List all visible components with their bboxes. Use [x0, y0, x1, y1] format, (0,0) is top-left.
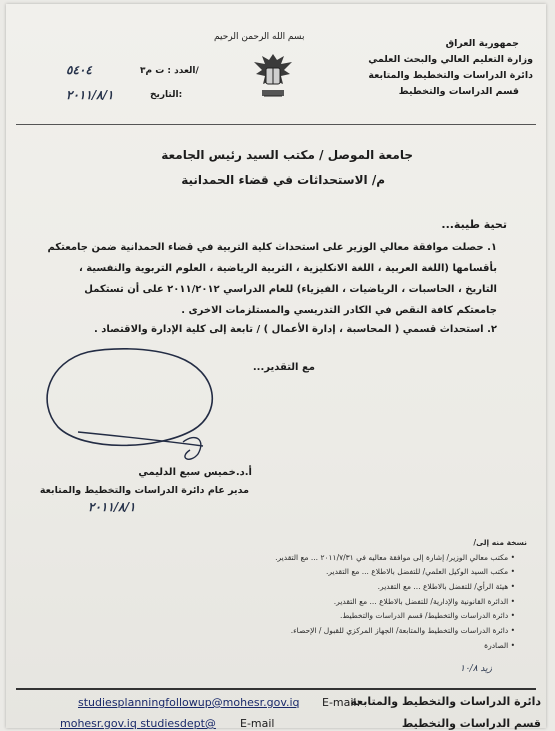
body-line: ٢. استحداث قسمي ( المحاسبة ، إدارة الأعمال ) / تابعة إلى كلية الإدارة والاقتصاد .	[93, 324, 497, 335]
header-divider	[16, 124, 536, 125]
footer-email-link-2[interactable]: mohesr.gov.iq studiesdept@	[60, 717, 216, 730]
org-line-country: جمهورية العراق	[445, 38, 519, 49]
signature-date: ٢٠١١/٨/١	[88, 500, 136, 514]
org-line-ministry: وزارة التعليم العالي والبحث العلمي	[368, 54, 533, 65]
footer-email-label-1: E-mail:	[322, 696, 361, 709]
footer-department-1: دائرة الدراسات والتخطيط والمتابعة	[350, 695, 541, 708]
typist-initials: زيد ١٠/٨	[460, 664, 492, 674]
cc-heading: نسخة منه إلى/	[473, 538, 527, 547]
body-line: بأقسامها (اللغة العربية ، اللغة الانكليزية ، التربية الرياضية ، العلوم التربوية والنفسية ،	[78, 263, 497, 274]
footer-email-label-2: E-mail	[240, 717, 275, 730]
cc-item: • مكتب السيد الوكيل العلمي/ للتفضل بالاطلاع ... مع التقدير.	[326, 567, 515, 576]
greeting: تحية طيبة...	[441, 218, 507, 231]
org-line-department: قسم الدراسات والتخطيط	[398, 86, 519, 97]
body-line: التاريخ ، الحاسبات ، الرياضيات ، الفيزياء) للعام الدراسي ٢٠١١/٢٠١٢ على أن تستكمل	[84, 284, 497, 295]
footer-email-link-1[interactable]: studiesplanningfollowup@mohesr.gov.iq	[78, 696, 300, 709]
date-label: التاريخ:	[150, 90, 183, 100]
closing: مع التقدير...	[252, 362, 315, 373]
recipient-line: جامعة الموصل / مكتب السيد رئيس الجامعة	[161, 148, 413, 162]
signature-scribble	[28, 332, 228, 476]
date-value: ٢٠١١/٨/١	[66, 88, 114, 102]
footer-divider	[16, 688, 536, 690]
basmala: بسم الله الرحمن الرحيم	[214, 32, 305, 42]
cc-item: • دائرة الدراسات والتخطيط/ قسم الدراسات والتخطيط.	[339, 611, 515, 620]
cc-item: • الصادرة	[484, 641, 515, 650]
eagle-emblem-icon	[250, 50, 296, 102]
body-line: ١. حصلت موافقة معالي الوزير على استحداث كلية التربية في قضاء الحمدانية ضمن جامعتكم	[47, 242, 497, 253]
cc-item: • هيئة الرأي/ للتفضل بالاطلاع ... مع التقدير.	[377, 582, 515, 591]
cc-item: • مكتب معالي الوزير/ إشارة إلى موافقة معاليه في ٢٠١١/٧/٣١ ... مع التقدير.	[275, 553, 515, 562]
cc-item: • دائرة الدراسات والتخطيط والمتابعة/ الجهاز المركزي للقبول / الإحصاء.	[290, 626, 515, 635]
cc-item: • الدائرة القانونية والإدارية/ للتفضل بالاطلاع ... مع التقدير.	[333, 597, 515, 606]
body-line: جامعتكم كافة النقص في الكادر التدريسي والمستلزمات الاخرى .	[181, 305, 497, 316]
signatory-title: مدير عام دائرة الدراسات والتخطيط والمتابعة	[39, 485, 249, 496]
reference-number-label: العدد : ت م٣/	[140, 66, 199, 76]
subject-line: م/ الاستحداثات في قضاء الحمدانية	[181, 173, 385, 187]
footer-department-2: قسم الدراسات والتخطيط	[401, 717, 541, 730]
signatory-name: أ.د.خميس سبع الدليمي	[138, 467, 252, 478]
org-line-directorate: دائرة الدراسات والتخطيط والمتابعة	[368, 70, 533, 81]
reference-number-value: ٥٤٠٤	[66, 63, 92, 77]
